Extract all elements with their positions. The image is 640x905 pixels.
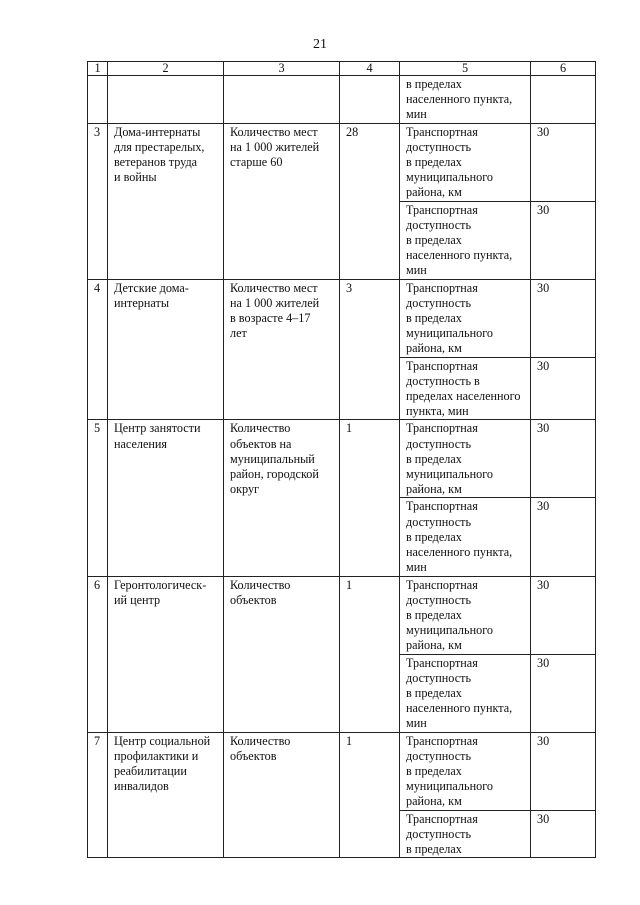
column-number: 5 (400, 62, 531, 76)
table-row (88, 279, 596, 357)
norm-cell: 30 (531, 420, 596, 498)
column-number: 3 (224, 62, 340, 76)
indicator: Количество мест на 1 000 жителей в возрасте 4–17 лет (224, 279, 340, 420)
facility-name: Геронтологическ- ий центр (108, 576, 224, 732)
empty-cell (88, 76, 108, 124)
empty-cell (108, 76, 224, 124)
indicator: Количество объектов (224, 576, 340, 732)
row-number: 7 (88, 732, 108, 858)
norm-cell: 30 (531, 498, 596, 576)
criterion-cell: Транспортная доступность в пределах муниципального района, км (400, 576, 531, 654)
row-number: 4 (88, 279, 108, 420)
facility-name: Детские дома- интернаты (108, 279, 224, 420)
norm-cell: 30 (531, 123, 596, 201)
empty-cell (531, 76, 596, 124)
indicator-value: 3 (340, 279, 400, 420)
norm-cell: 30 (531, 732, 596, 810)
table-row (88, 123, 596, 201)
norm-cell: 30 (531, 357, 596, 420)
indicator-value: 1 (340, 576, 400, 732)
page-number: 21 (313, 37, 327, 52)
indicator-value: 1 (340, 732, 400, 858)
criterion-cell: Транспортная доступность в пределах населенного пункта, мин (400, 357, 531, 420)
criterion-cell: Транспортная доступность в пределах муниципального района, км (400, 420, 531, 498)
column-number: 2 (108, 62, 224, 76)
row-number: 5 (88, 420, 108, 576)
criterion-cell: Транспортная доступность в пределах муниципального района, км (400, 279, 531, 357)
row-number: 3 (88, 123, 108, 279)
indicator-value: 1 (340, 420, 400, 576)
criterion-cell (400, 76, 531, 124)
indicator: Количество мест на 1 000 жителей старше 60 (224, 123, 340, 279)
norm-cell: 30 (531, 576, 596, 654)
criterion-cell: Транспортная доступность в пределах населенного пункта, мин (400, 498, 531, 576)
norm-cell: 30 (531, 810, 596, 858)
row-number: 6 (88, 576, 108, 732)
table-row (88, 732, 596, 810)
criterion-text: в пределах населенного пункта, мин (406, 77, 513, 122)
indicator-value: 28 (340, 123, 400, 279)
column-number-row (88, 62, 596, 76)
facility-name: Центр занятости населения (108, 420, 224, 576)
norm-cell: 30 (531, 654, 596, 732)
column-number: 6 (531, 62, 596, 76)
empty-cell (340, 76, 400, 124)
indicator: Количество объектов (224, 732, 340, 858)
criterion-cell: Транспортная доступность в пределах населенного пункта, мин (400, 654, 531, 732)
table-row (88, 576, 596, 654)
facility-name: Дома-интернаты для престарелых, ветеранов труда и войны (108, 123, 224, 279)
continuation-row (88, 76, 596, 124)
column-number: 1 (88, 62, 108, 76)
norm-cell: 30 (531, 279, 596, 357)
criterion-cell: Транспортная доступность в пределах муниципального района, км (400, 732, 531, 810)
facility-name: Центр социальной профилактики и реабилитации инвалидов (108, 732, 224, 858)
table-row (88, 420, 596, 498)
column-number: 4 (340, 62, 400, 76)
norm-cell: 30 (531, 201, 596, 279)
criterion-cell: Транспортная доступность в пределах муниципального района, км (400, 123, 531, 201)
empty-cell (224, 76, 340, 124)
criterion-cell: Транспортная доступность в пределах населенного пункта, мин (400, 201, 531, 279)
indicator: Количество объектов на муниципальный район, городской округ (224, 420, 340, 576)
criterion-cell: Транспортная доступность в пределах (400, 810, 531, 858)
norms-table (87, 61, 596, 858)
